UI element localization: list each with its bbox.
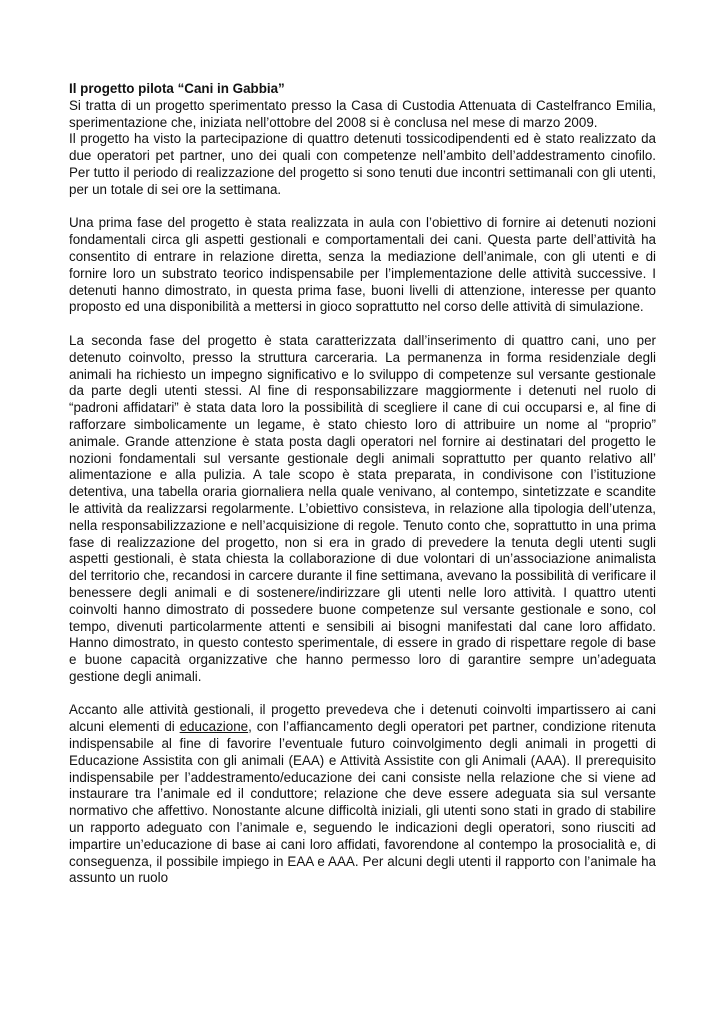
paragraph-spacer bbox=[69, 316, 656, 333]
paragraph-first-phase: Una prima fase del progetto è stata realizzata in aula con l’obiettivo di fornire ai detenuti nozioni fondamentali circa gli aspetti gestionali e comportamentali dei cani. Questa parte dell’attività ha consentito di entrare in relazione diretta, senza la mediazione dell’animale, con gli utenti e di fornire loro un substrato teorico indispensabile per l’implementazione delle attività successive. I detenuti hanno dimostrato, in questa prima fase, buoni livelli di attenzione, interesse per quanto proposto ed una disponibilità a mettersi in gioco soprattutto nel corso delle attività di simulazione. bbox=[69, 215, 656, 315]
paragraph-intro: Si tratta di un progetto sperimentato presso la Casa di Custodia Attenuata di Castelfranco Emilia, sperimentazione che, iniziata nell’ottobre del 2008 si è conclusa nel mese di marzo 2009. bbox=[69, 97, 656, 130]
educazione-underlined-word: educazione bbox=[179, 719, 249, 735]
paragraph-participants: Il progetto ha visto la partecipazione di quattro detenuti tossicodipendenti ed è stato realizzato da due operatori pet partner, uno dei quali con competenze nell’ambito dell’addestramento cinofilo. Per tutto il periodo di realizzazione del progetto si sono tenuti due incontri settimanali con gli utenti, per un totale di sei ore la settimana. bbox=[69, 131, 656, 197]
paragraph-education bbox=[69, 702, 656, 887]
paragraph-second-phase: La seconda fase del progetto è stata caratterizzata dall’inserimento di quattro cani, uno per detenuto coinvolto, presso la struttura carceraria. La permanenza in forma residenziale degli animali ha richiesto un impegno significativo e lo sviluppo di competenze sul versante gestionale da parte degli utenti stessi. Al fine di responsabilizzare maggiormente i detenuti nel ruolo di “padroni affidatari” è stata data loro la possibilità di scegliere il cane di cui occuparsi e, al fine di rafforzare simbolicamente un legame, è stato chiesto loro di attribuire un nome al “proprio” animale. Grande attenzione è stata posta dagli operatori nel fornire ai destinatari del progetto le nozioni fondamentali sul versante gestionale degli animali soprattutto per quanto relativo all’ alimentazione e alla pulizia. A tale scopo è stata preparata, in condivisone con l’istituzione detentiva, una tabella oraria giornaliera nella quale venivano, al contempo, sintetizzate e scandite le attività da realizzarsi regolarmente. L’obiettivo consisteva, in relazione alla tipologia dell’utenza, nella responsabilizzazione e nell’acquisizione di regole. Tenuto conto che, soprattutto in una prima fase di realizzazione del progetto, non si era in grado di prevedere la tenuta degli utenti sugli aspetti gestionali, è stata chiesta la collaborazione di due volontari di un’associazione animalista del territorio che, recandosi in carcere durante il fine settimana, avevano la possibilità di verificare il benessere degli animali e di sostenere/indirizzare gli utenti nelle loro attività. I quattro utenti coinvolti hanno dimostrato di possedere buone competenze sul versante gestionale e sono, col tempo, divenuti particolarmente attenti e sensibili ai bisogni manifestati dal cane loro affidato. Hanno dimostrato, in questo contesto sperimentale, di essere in grado di rispettare regole di base e buone capacità organizzative che hanno permesso loro di garantire sempre un’adeguata gestione degli animali. bbox=[69, 332, 656, 684]
paragraph-spacer bbox=[69, 686, 656, 703]
paragraph-spacer bbox=[69, 199, 656, 216]
education-text-end: , con l’affiancamento degli operatori pet partner, condizione ritenuta indispensabile al fine di favorire l’eventuale futuro coinvolgimento degli animali in progetti di Educazione Assistita con gli animali (EAA) e Attività Assistite con gli Animali (AAA). Il prerequisito indispensabile per l’addestramento/educazione dei cani consiste nella relazione che si viene ad instaurare tra l’animale ed il conduttore; relazione che deve essere adeguata sia sul versante normativo che affettivo. Nonostante alcune difficoltà iniziali, gli utenti sono stati in grado di stabilire un rapporto adeguato con l’animale e, seguendo le indicazioni degli operatori, sono riusciti ad impartire un’educazione di base ai cani loro affidati, favorendone al contempo la prosocialità e, di conseguenza, il possibile impiego in EAA e AAA. Per alcuni degli utenti il rapporto con l’animale ha assunto un ruolo bbox=[69, 719, 656, 886]
document-page bbox=[69, 81, 656, 887]
document-title: Il progetto pilota “Cani in Gabbia” bbox=[69, 81, 285, 96]
education-text-start: Accanto alle attività gestionali, il progetto prevedeva che i detenuti coinvolti impartissero ai cani alcuni elementi di bbox=[69, 702, 656, 735]
